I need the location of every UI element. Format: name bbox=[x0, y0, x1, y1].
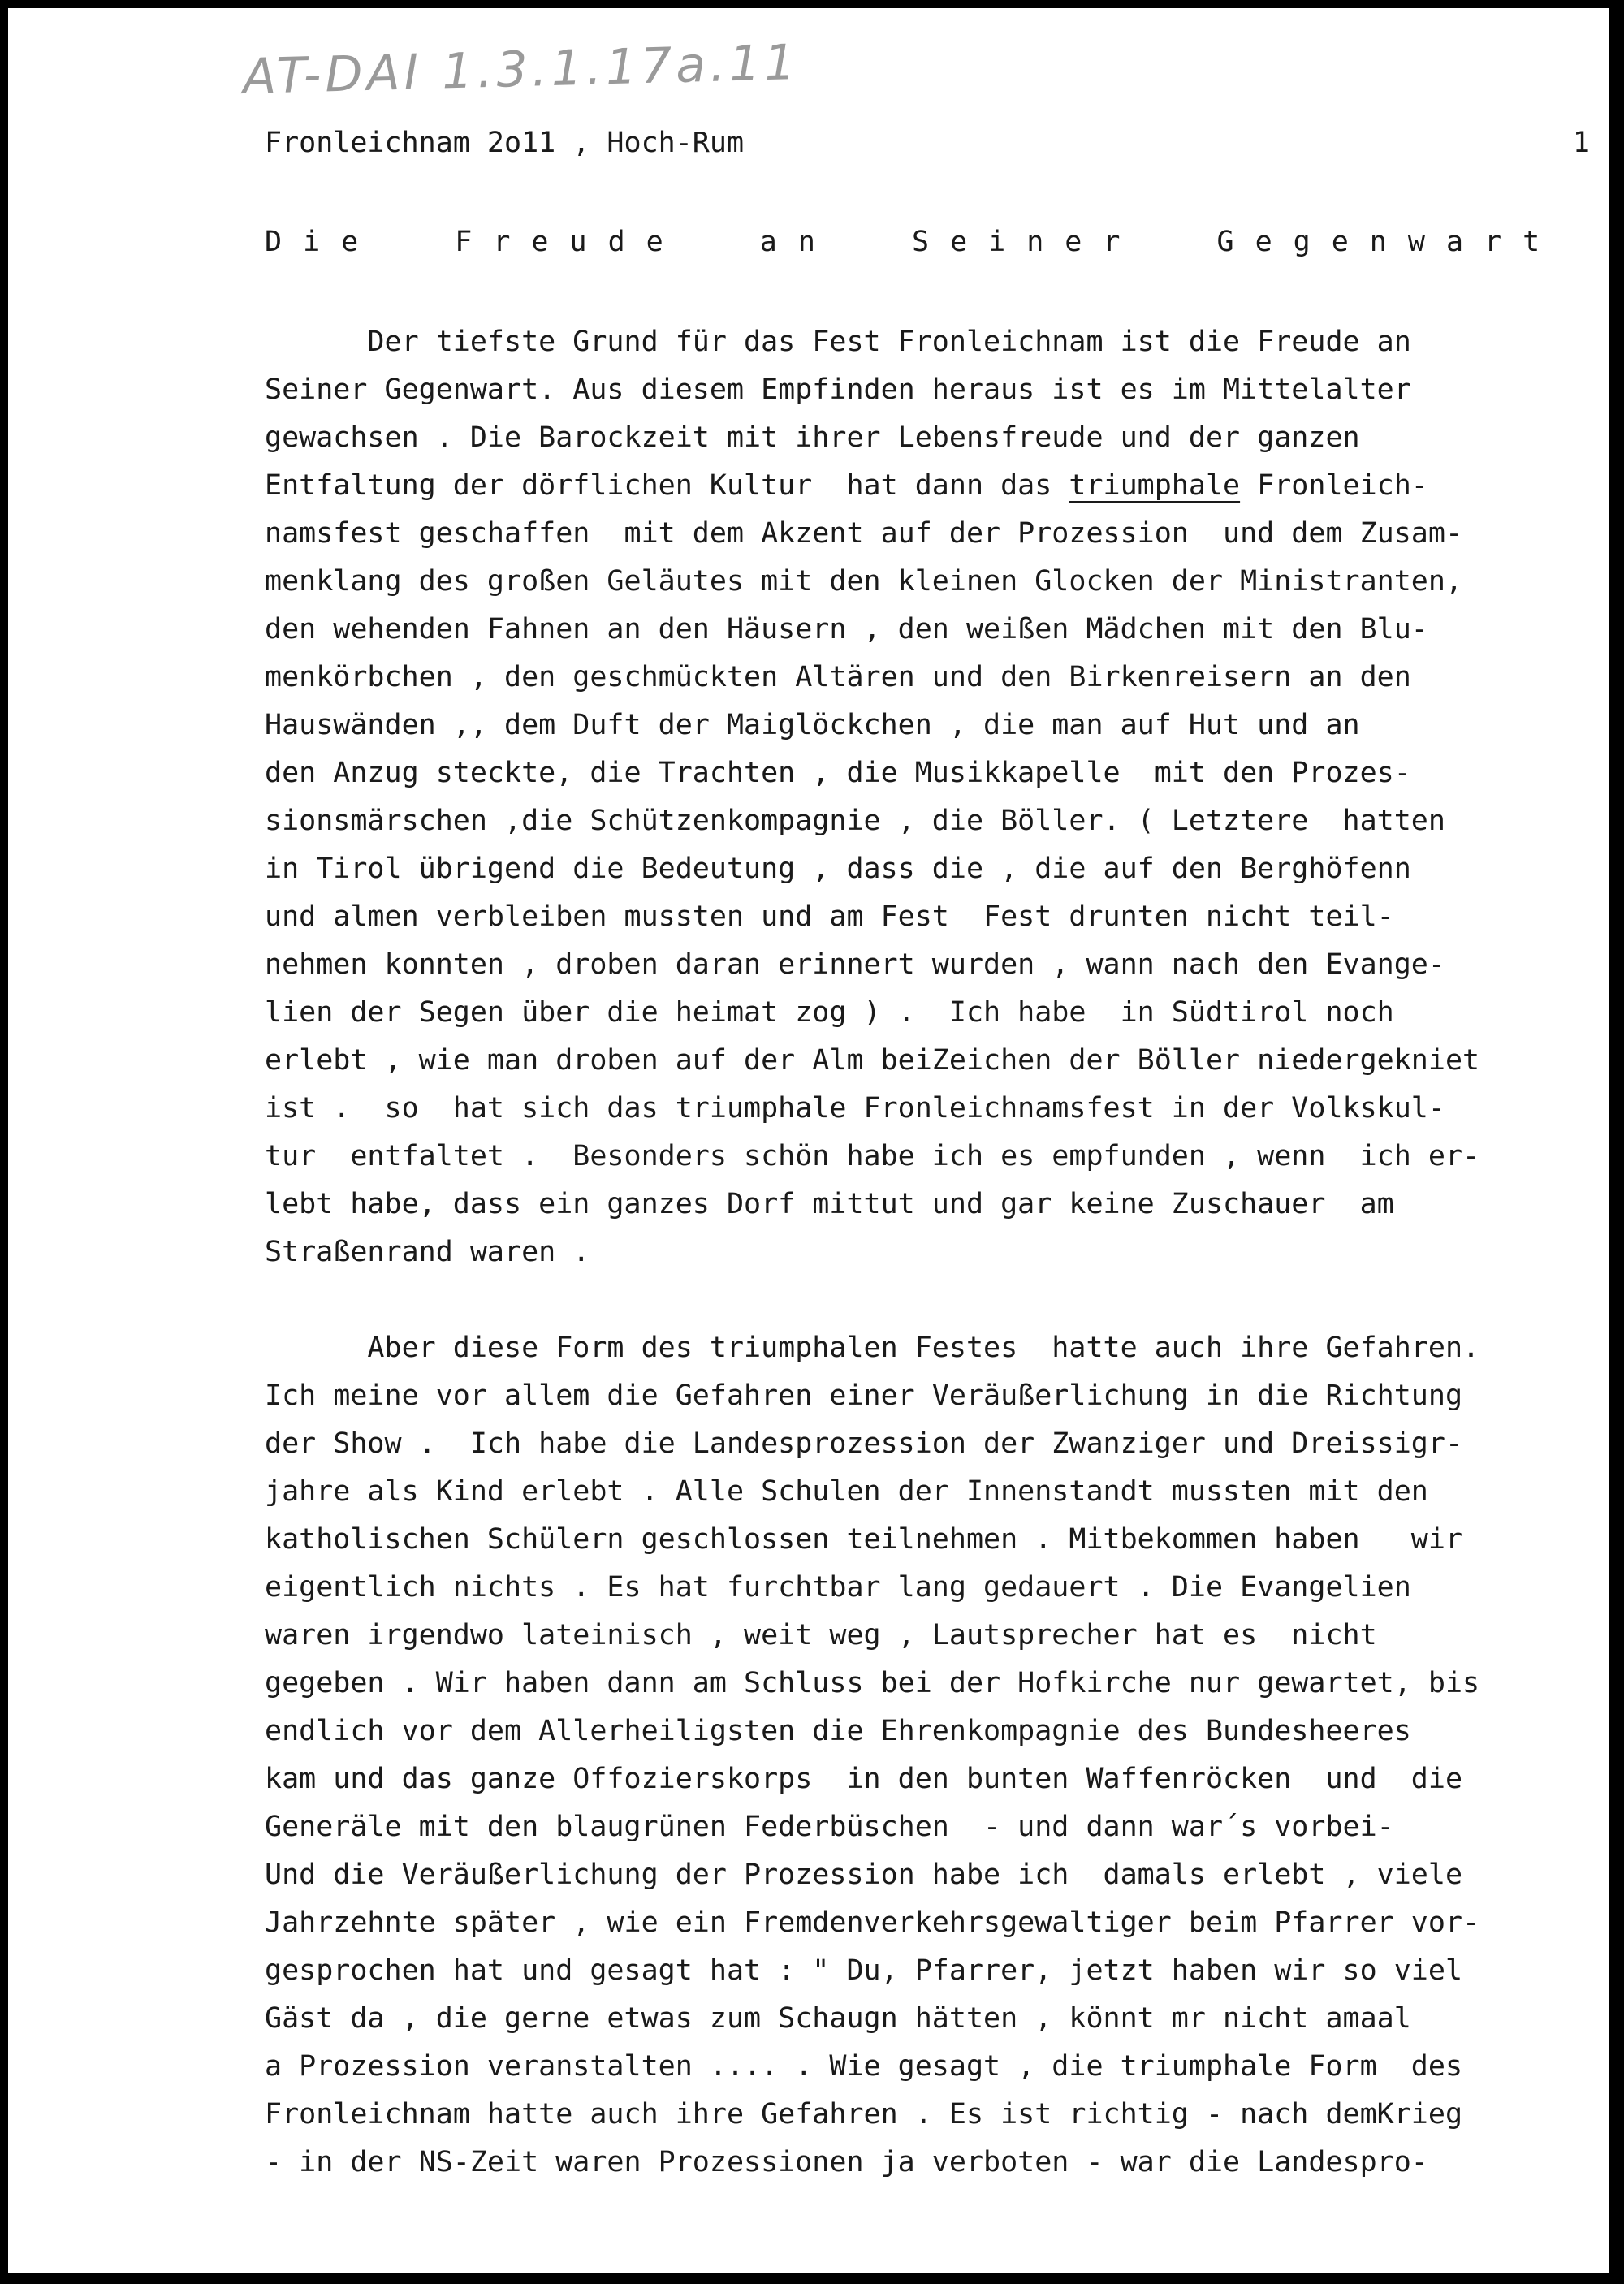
text-line: menkörbchen , den geschmückten Altären und den Birkenreisern an den bbox=[265, 661, 1411, 693]
text-line: lien der Segen über die heimat zog ) . Ich habe in Südtirol noch bbox=[265, 996, 1394, 1029]
text-line: Der tiefste Grund für das Fest Fronleichnam ist die Freude an bbox=[265, 326, 1411, 358]
text-line: Fronleichnam hatte auch ihre Gefahren . Es ist richtig - nach demKrieg bbox=[265, 2098, 1463, 2131]
text-line: waren irgendwo lateinisch , weit weg , Lautsprecher hat es nicht bbox=[265, 1619, 1377, 1651]
text-line: Jahrzehnte später , wie ein Fremdenverkehrsgewaltiger beim Pfarrer vor- bbox=[265, 1906, 1480, 1939]
document-page bbox=[8, 8, 1609, 2273]
text-line: eigentlich nichts . Es hat furchtbar lang gedauert . Die Evangelien bbox=[265, 1571, 1411, 1604]
text-line: ist . so hat sich das triumphale Fronleichnamsfest in der Volkskul- bbox=[265, 1092, 1445, 1125]
text-line: nehmen konnten , droben daran erinnert wurden , wann nach den Evange- bbox=[265, 948, 1445, 981]
text-line: sionsmärschen ,die Schützenkompagnie , die Böller. ( Letztere hatten bbox=[265, 805, 1445, 837]
page-number: 1 bbox=[1572, 127, 1590, 159]
text-line: menklang des großen Geläutes mit den kleinen Glocken der Ministranten, bbox=[265, 565, 1463, 598]
text-line: gesprochen hat und gesagt hat : " Du, Pfarrer, jetzt haben wir so viel bbox=[265, 1954, 1463, 1987]
text-line: erlebt , wie man droben auf der Alm beiZeichen der Böller niedergekniet bbox=[265, 1044, 1480, 1077]
text-line: Gäst da , die gerne etwas zum Schaugn hätten , könnt mr nicht amaal bbox=[265, 2002, 1411, 2035]
underlined-word: triumphale bbox=[1069, 469, 1241, 502]
paragraph bbox=[265, 1324, 1609, 2187]
text-line: tur entfaltet . Besonders schön habe ich es empfunden , wenn ich er- bbox=[265, 1140, 1480, 1172]
text-line: lebt habe, dass ein ganzes Dorf mittut und gar keine Zuschauer am bbox=[265, 1188, 1394, 1220]
text-line: Seiner Gegenwart. Aus diesem Empfinden heraus ist es im Mittelalter bbox=[265, 373, 1411, 406]
text-line: Aber diese Form des triumphalen Festes hatte auch ihre Gefahren. bbox=[265, 1332, 1480, 1364]
text-line: gewachsen . Die Barockzeit mit ihrer Lebensfreude und der ganzen bbox=[265, 421, 1360, 454]
text-line: a Prozession veranstalten .... . Wie gesagt , die triumphale Form des bbox=[265, 2050, 1463, 2083]
body-text bbox=[265, 318, 1609, 2187]
text-line: den Anzug steckte, die Trachten , die Musikkapelle mit den Prozes- bbox=[265, 757, 1411, 789]
text-line: namsfest geschaffen mit dem Akzent auf der Prozession und dem Zusam- bbox=[265, 517, 1463, 550]
text-line: jahre als Kind erlebt . Alle Schulen der Innenstandt mussten mit den bbox=[265, 1475, 1428, 1508]
text-line: - in der NS-Zeit waren Prozessionen ja verboten - war die Landespro- bbox=[265, 2146, 1428, 2178]
text-line: den wehenden Fahnen an den Häusern , den weißen Mädchen mit den Blu- bbox=[265, 613, 1428, 645]
text-line: Hauswänden ,, dem Duft der Maiglöckchen , die man auf Hut und an bbox=[265, 709, 1360, 741]
text-line: katholischen Schülern geschlossen teilnehmen . Mitbekommen haben wir bbox=[265, 1523, 1463, 1556]
text-line: der Show . Ich habe die Landesprozession der Zwanziger und Dreissigr- bbox=[265, 1427, 1463, 1460]
text-line: kam und das ganze Offozierskorps in den bunten Waffenröcken und die bbox=[265, 1763, 1463, 1795]
text-line: Und die Veräußerlichung der Prozession habe ich damals erlebt , viele bbox=[265, 1859, 1463, 1891]
document-title: Die Freude an Seiner Gegenwart bbox=[265, 226, 1561, 258]
text-line: endlich vor dem Allerheiligsten die Ehrenkompagnie des Bundesheeres bbox=[265, 1715, 1411, 1747]
text-line: in Tirol übrigend die Bedeutung , dass die , die auf den Berghöfenn bbox=[265, 853, 1411, 885]
handwritten-archive-reference: AT-DAI 1.3.1.17a.11 bbox=[242, 34, 801, 106]
text-line: Generäle mit den blaugrünen Federbüschen - und dann war´s vorbei- bbox=[265, 1811, 1394, 1843]
text-line: und almen verbleiben mussten und am Fest Fest drunten nicht teil- bbox=[265, 900, 1394, 933]
text-line: Straßenrand waren . bbox=[265, 1236, 590, 1268]
header-occasion: Fronleichnam 2o11 , Hoch-Rum bbox=[265, 127, 745, 159]
text-line: gegeben . Wir haben dann am Schluss bei der Hofkirche nur gewartet, bis bbox=[265, 1667, 1480, 1699]
text-line: Entfaltung der dörflichen Kultur hat dann das triumphale Fronleich- bbox=[265, 469, 1428, 502]
text-line: Ich meine vor allem die Gefahren einer Veräußerlichung in die Richtung bbox=[265, 1379, 1463, 1412]
paragraph bbox=[265, 318, 1609, 1276]
